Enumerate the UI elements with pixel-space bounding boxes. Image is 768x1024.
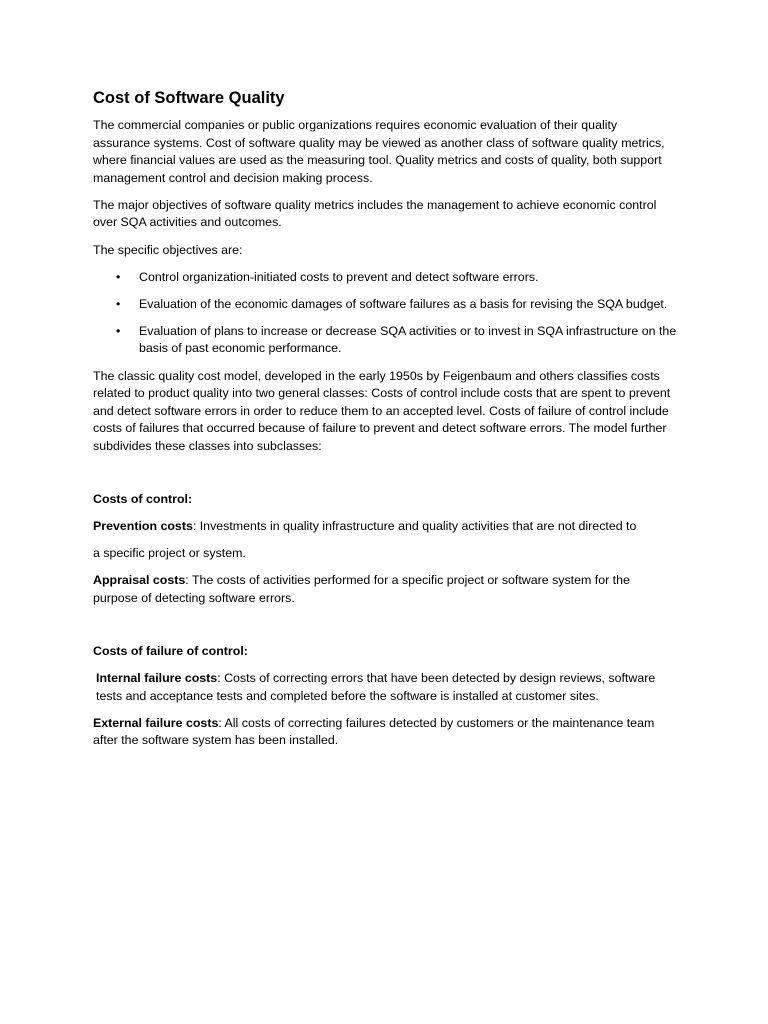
list-item: • Evaluation of plans to increase or decrease SQA activities or to invest in SQA infrastructure on the basis of past economic performance. xyxy=(139,323,677,358)
internal-failure-text: : Costs of correcting errors that have been detected by design reviews, software tests and acceptance tests and completed before the software is installed at customer sites. xyxy=(96,671,656,703)
document-body xyxy=(93,88,677,759)
external-failure-label: External failure costs xyxy=(93,715,219,730)
heading-text: Costs of control: xyxy=(93,492,193,506)
objectives-list xyxy=(93,269,677,358)
list-item: • Evaluation of the economic damages of software failures as a basis for revising the SQA budget. xyxy=(139,296,677,314)
prevention-costs-text: : Investments in quality infrastructure and quality activities that are not directed to xyxy=(192,519,637,534)
document-title: Cost of Software Quality xyxy=(93,89,285,107)
appraisal-costs-text: : The costs of activities performed for a specific project or software system for the purpose of detecting software errors. xyxy=(93,573,630,605)
intro-paragraph-2: The major objectives of software quality metrics includes the management to achieve economic control over SQA activities and outcomes. xyxy=(93,197,657,230)
external-failure-paragraph xyxy=(93,715,677,750)
model-paragraph: The classic quality cost model, developed in the early 1950s by Feigenbaum and others classifies costs related to product quality into two general classes: Costs of control include costs that are spent to prevent and detect software errors in order to reduce them to an accepted level. Costs of failure of control include costs of failures that occurred because of failure to prevent and detect software errors. The model further subdivides these classes into subclasses: xyxy=(93,368,671,453)
prevention-costs-continuation: a specific project or system. xyxy=(93,546,246,561)
spacer xyxy=(93,617,677,643)
costs-of-failure-heading xyxy=(93,643,677,661)
list-item: • Control organization-initiated costs to prevent and detect software errors. xyxy=(139,269,677,287)
prevention-costs-label: Prevention costs xyxy=(93,519,193,534)
prevention-costs-paragraph xyxy=(93,518,677,536)
internal-failure-label: Internal failure costs xyxy=(96,671,218,686)
internal-failure-paragraph xyxy=(93,670,677,705)
appraisal-costs-label: Appraisal costs xyxy=(93,573,186,588)
heading-text: Costs of failure of control: xyxy=(93,643,248,658)
spacer xyxy=(93,465,677,491)
external-failure-text: : All costs of correcting failures detected by customers or the maintenance team after the software system has been installed. xyxy=(93,715,655,748)
intro-paragraph-3: The specific objectives are: xyxy=(93,242,243,257)
appraisal-costs-paragraph xyxy=(93,572,677,607)
intro-paragraph-1: The commercial companies or public organizations requires economic evaluation of their quality assurance systems. Cost of software quality may be viewed as another class of software quality metrics, where financial values are used as the measuring tool. Quality metrics and costs of quality, both support management control and decision making process. xyxy=(93,118,665,185)
costs-of-control-heading xyxy=(93,491,677,509)
